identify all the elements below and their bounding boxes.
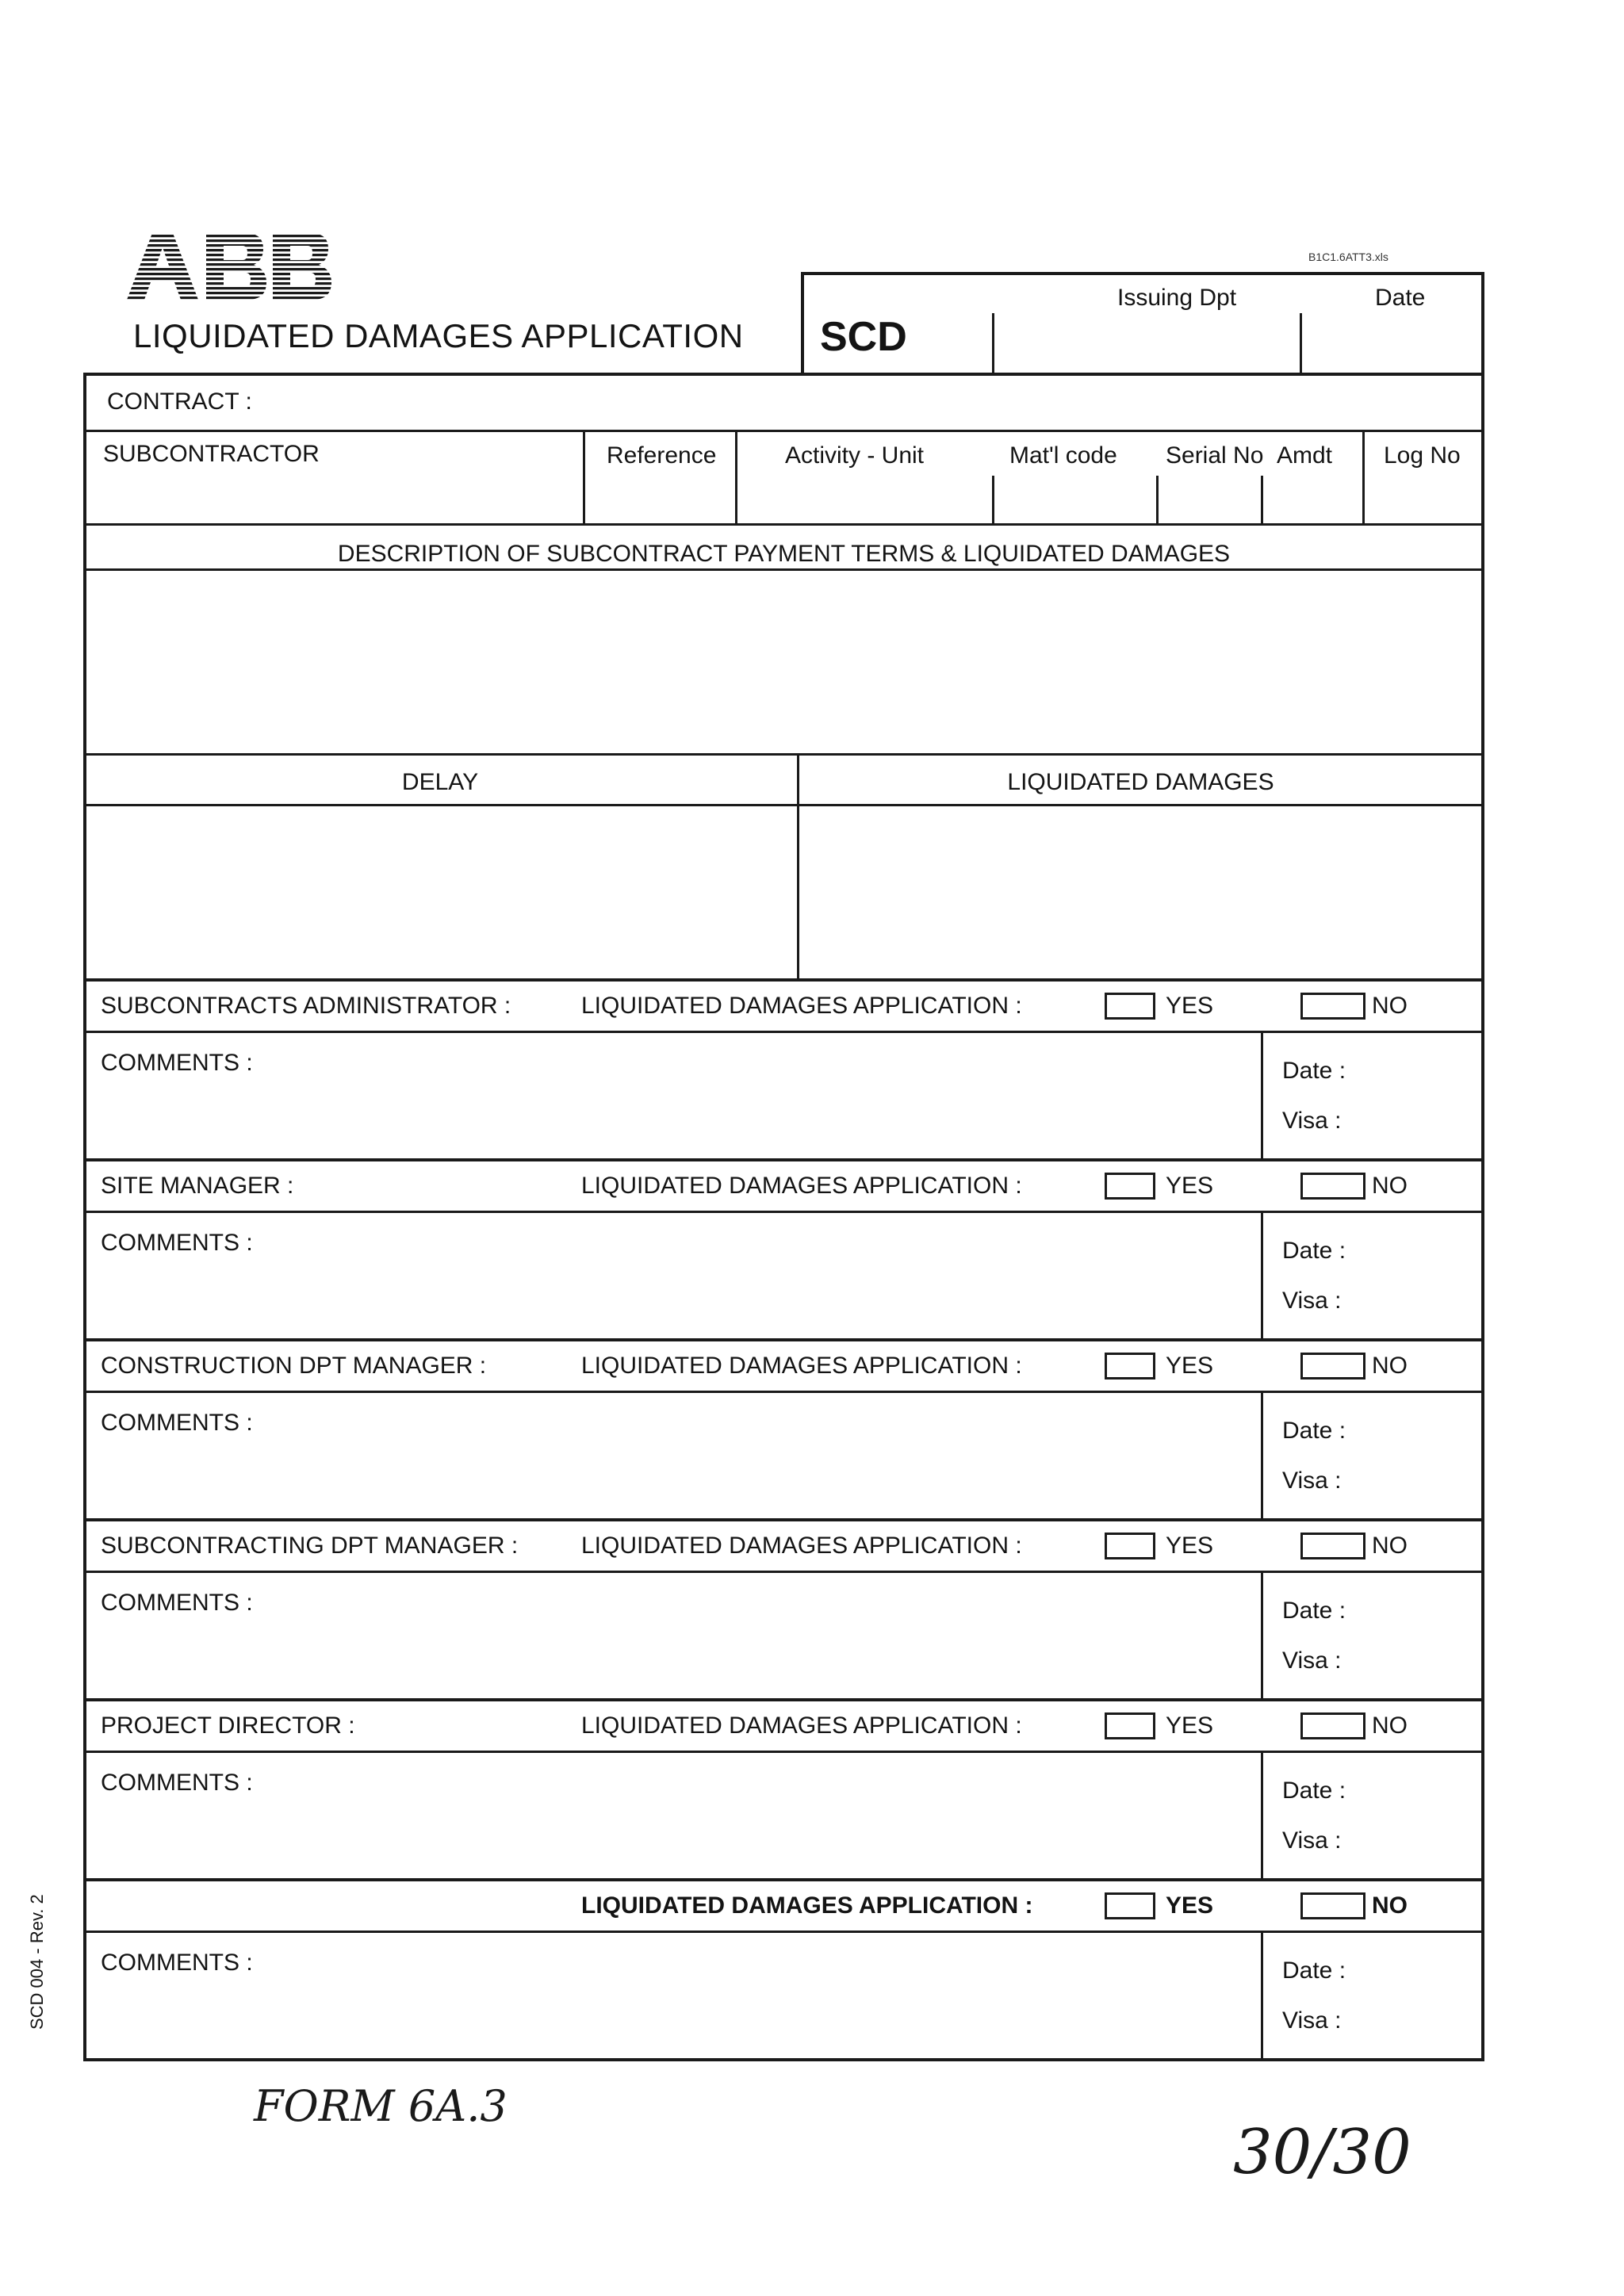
- date-field-label: Date :: [1282, 1598, 1346, 1624]
- visa-field-label: Visa :: [1282, 1108, 1342, 1134]
- comments-field[interactable]: [242, 1222, 1257, 1325]
- liquidated-damages-label: LIQUIDATED DAMAGES: [1007, 769, 1274, 795]
- file-reference: B1C1.6ATT3.xls: [1308, 251, 1388, 263]
- description-title: DESCRIPTION OF SUBCONTRACT PAYMENT TERMS & LIQUIDATED DAMAGES: [337, 541, 1231, 567]
- no-checkbox[interactable]: [1300, 1712, 1365, 1739]
- no-label: NO: [1372, 1712, 1408, 1739]
- comments-label: COMMENTS :: [101, 1950, 253, 1976]
- no-label: NO: [1372, 1173, 1408, 1199]
- yes-label: YES: [1166, 1533, 1214, 1559]
- yes-label: YES: [1166, 1173, 1214, 1199]
- application-question: LIQUIDATED DAMAGES APPLICATION :: [581, 1712, 1022, 1739]
- no-checkbox[interactable]: [1300, 993, 1365, 1020]
- yes-label: YES: [1166, 1892, 1214, 1919]
- description-field[interactable]: [99, 579, 1463, 745]
- yes-checkbox[interactable]: [1105, 1892, 1155, 1919]
- application-question: LIQUIDATED DAMAGES APPLICATION :: [581, 1353, 1022, 1379]
- comments-field[interactable]: [242, 1402, 1257, 1505]
- comments-field[interactable]: [242, 1762, 1257, 1865]
- visa-field-label: Visa :: [1282, 1468, 1342, 1494]
- visa-field-label: Visa :: [1282, 1647, 1342, 1674]
- matl-code-label: Mat'l code: [1009, 442, 1117, 469]
- handwritten-page-number: 30/30: [1233, 2117, 1411, 2188]
- handwritten-form-number: FORM 6A.3: [254, 2081, 508, 2131]
- amdt-label: Amdt: [1277, 442, 1333, 469]
- yes-label: YES: [1166, 1353, 1214, 1379]
- visa-field-label: Visa :: [1282, 2007, 1342, 2034]
- comments-label: COMMENTS :: [101, 1590, 253, 1616]
- log-no-label: Log No: [1384, 442, 1461, 469]
- comments-field[interactable]: [242, 1942, 1257, 2045]
- comments-field[interactable]: [242, 1042, 1257, 1145]
- approver-role: SUBCONTRACTING DPT MANAGER :: [101, 1533, 519, 1559]
- reference-label: Reference: [607, 442, 717, 469]
- no-label: NO: [1372, 1533, 1408, 1559]
- date-label: Date: [1375, 285, 1426, 311]
- comments-label: COMMENTS :: [101, 1410, 253, 1436]
- department-code: SCD: [820, 314, 907, 360]
- application-question: LIQUIDATED DAMAGES APPLICATION :: [581, 1892, 1033, 1919]
- visa-field-label: Visa :: [1282, 1827, 1342, 1854]
- activity-unit-label: Activity - Unit: [785, 442, 925, 469]
- application-question: LIQUIDATED DAMAGES APPLICATION :: [581, 1533, 1022, 1559]
- comments-field[interactable]: [242, 1582, 1257, 1685]
- yes-checkbox[interactable]: [1105, 1173, 1155, 1200]
- yes-checkbox[interactable]: [1105, 993, 1155, 1020]
- no-label: NO: [1372, 1353, 1408, 1379]
- date-field-label: Date :: [1282, 1418, 1346, 1444]
- abb-logo: [127, 230, 333, 303]
- visa-field-label: Visa :: [1282, 1288, 1342, 1314]
- contract-label: CONTRACT :: [107, 388, 252, 415]
- delay-field[interactable]: [99, 817, 781, 967]
- issuing-dpt-label: Issuing Dpt: [1117, 285, 1237, 311]
- approver-role: SITE MANAGER :: [101, 1173, 294, 1199]
- comments-label: COMMENTS :: [101, 1050, 253, 1076]
- yes-checkbox[interactable]: [1105, 1712, 1155, 1739]
- date-field-label: Date :: [1282, 1777, 1346, 1804]
- approver-role: SUBCONTRACTS ADMINISTRATOR :: [101, 993, 511, 1019]
- no-checkbox[interactable]: [1300, 1353, 1365, 1380]
- approver-role: PROJECT DIRECTOR :: [101, 1712, 355, 1739]
- delay-label: DELAY: [401, 769, 479, 795]
- subcontractor-label: SUBCONTRACTOR: [103, 441, 320, 467]
- date-field-label: Date :: [1282, 1957, 1346, 1984]
- date-field-label: Date :: [1282, 1238, 1346, 1264]
- issuing-header-box: [801, 272, 1484, 375]
- form-revision-code: SCD 004 - Rev. 2: [27, 1894, 47, 2030]
- yes-label: YES: [1166, 1712, 1214, 1739]
- form-grid: [83, 373, 1484, 2061]
- no-label: NO: [1372, 993, 1408, 1019]
- liquidated-damages-field[interactable]: [813, 817, 1471, 967]
- comments-label: COMMENTS :: [101, 1230, 253, 1256]
- approver-role: CONSTRUCTION DPT MANAGER :: [101, 1353, 487, 1379]
- serial-no-label: Serial No: [1166, 442, 1264, 469]
- no-checkbox[interactable]: [1300, 1892, 1365, 1919]
- yes-checkbox[interactable]: [1105, 1533, 1155, 1559]
- yes-label: YES: [1166, 993, 1214, 1019]
- application-question: LIQUIDATED DAMAGES APPLICATION :: [581, 993, 1022, 1019]
- no-checkbox[interactable]: [1300, 1533, 1365, 1559]
- application-question: LIQUIDATED DAMAGES APPLICATION :: [581, 1173, 1022, 1199]
- form-title: LIQUIDATED DAMAGES APPLICATION: [133, 317, 744, 354]
- comments-label: COMMENTS :: [101, 1770, 253, 1796]
- date-field-label: Date :: [1282, 1058, 1346, 1084]
- no-checkbox[interactable]: [1300, 1173, 1365, 1200]
- no-label: NO: [1372, 1892, 1408, 1919]
- yes-checkbox[interactable]: [1105, 1353, 1155, 1380]
